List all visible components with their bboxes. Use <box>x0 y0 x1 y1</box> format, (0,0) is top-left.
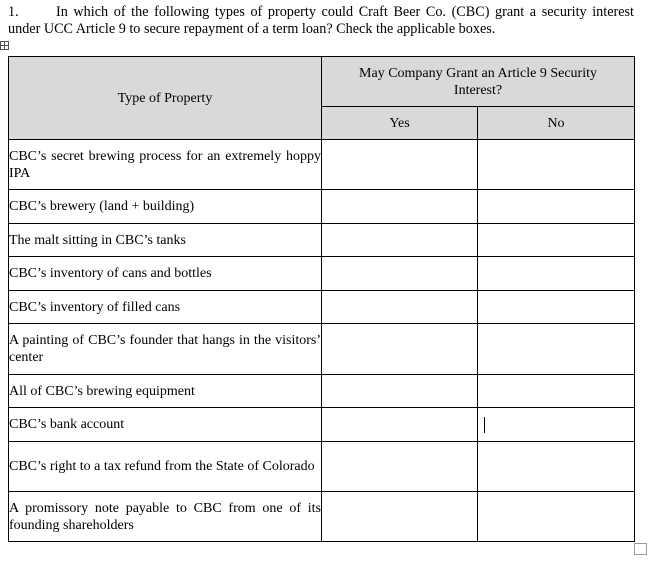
question-body: In which of the following types of property could Craft Beer Co. (CBC) grant a security interest under UCC Article 9 to secure repayment of a term loan? Check the applicable boxes. <box>8 4 634 37</box>
header-may-grant: May Company Grant an Article 9 Security Interest? <box>322 57 635 107</box>
table-row <box>9 190 635 224</box>
table-row <box>9 257 635 291</box>
property-cell: A painting of CBC’s founder that hangs in the visitors’ center <box>9 324 322 375</box>
table-row <box>9 140 635 190</box>
yes-checkbox-cell[interactable] <box>322 190 478 224</box>
no-checkbox-cell[interactable] <box>478 257 635 291</box>
no-checkbox-cell[interactable] <box>478 224 635 257</box>
yes-checkbox-cell[interactable] <box>322 291 478 324</box>
yes-checkbox-cell[interactable] <box>322 257 478 291</box>
table-row <box>9 442 635 492</box>
table-resize-handle-icon[interactable] <box>634 543 647 555</box>
property-cell: CBC’s inventory of cans and bottles <box>9 257 322 291</box>
property-table <box>8 56 635 542</box>
no-checkbox-cell[interactable] <box>478 324 635 375</box>
yes-checkbox-cell[interactable] <box>322 408 478 442</box>
property-cell: All of CBC’s brewing equipment <box>9 375 322 408</box>
question-text <box>8 4 634 38</box>
no-checkbox-cell[interactable] <box>478 408 635 442</box>
table-row <box>9 324 635 375</box>
table-row <box>9 375 635 408</box>
property-cell: A promissory note payable to CBC from one of its founding shareholders <box>9 492 322 542</box>
yes-checkbox-cell[interactable] <box>322 492 478 542</box>
header-yes: Yes <box>322 107 478 140</box>
yes-checkbox-cell[interactable] <box>322 140 478 190</box>
property-cell: CBC’s right to a tax refund from the State of Colorado <box>9 442 322 492</box>
table-row <box>9 291 635 324</box>
yes-checkbox-cell[interactable] <box>322 224 478 257</box>
no-checkbox-cell[interactable] <box>478 492 635 542</box>
no-checkbox-cell[interactable] <box>478 291 635 324</box>
property-cell: CBC’s brewery (land + building) <box>9 190 322 224</box>
property-cell: The malt sitting in CBC’s tanks <box>9 224 322 257</box>
yes-checkbox-cell[interactable] <box>322 324 478 375</box>
yes-checkbox-cell[interactable] <box>322 375 478 408</box>
property-cell: CBC’s bank account <box>9 408 322 442</box>
no-checkbox-cell[interactable] <box>478 190 635 224</box>
no-checkbox-cell[interactable] <box>478 375 635 408</box>
table-move-handle-icon[interactable] <box>0 41 9 50</box>
table-row <box>9 224 635 257</box>
header-type-of-property: Type of Property <box>9 57 322 140</box>
property-cell: CBC’s secret brewing process for an extremely hoppy IPA <box>9 140 322 190</box>
yes-checkbox-cell[interactable] <box>322 442 478 492</box>
table-row <box>9 408 635 442</box>
table-row <box>9 492 635 542</box>
no-checkbox-cell[interactable] <box>478 140 635 190</box>
question-number: 1. <box>8 4 19 20</box>
text-cursor <box>484 417 485 433</box>
header-no: No <box>478 107 635 140</box>
no-checkbox-cell[interactable] <box>478 442 635 492</box>
property-cell: CBC’s inventory of filled cans <box>9 291 322 324</box>
